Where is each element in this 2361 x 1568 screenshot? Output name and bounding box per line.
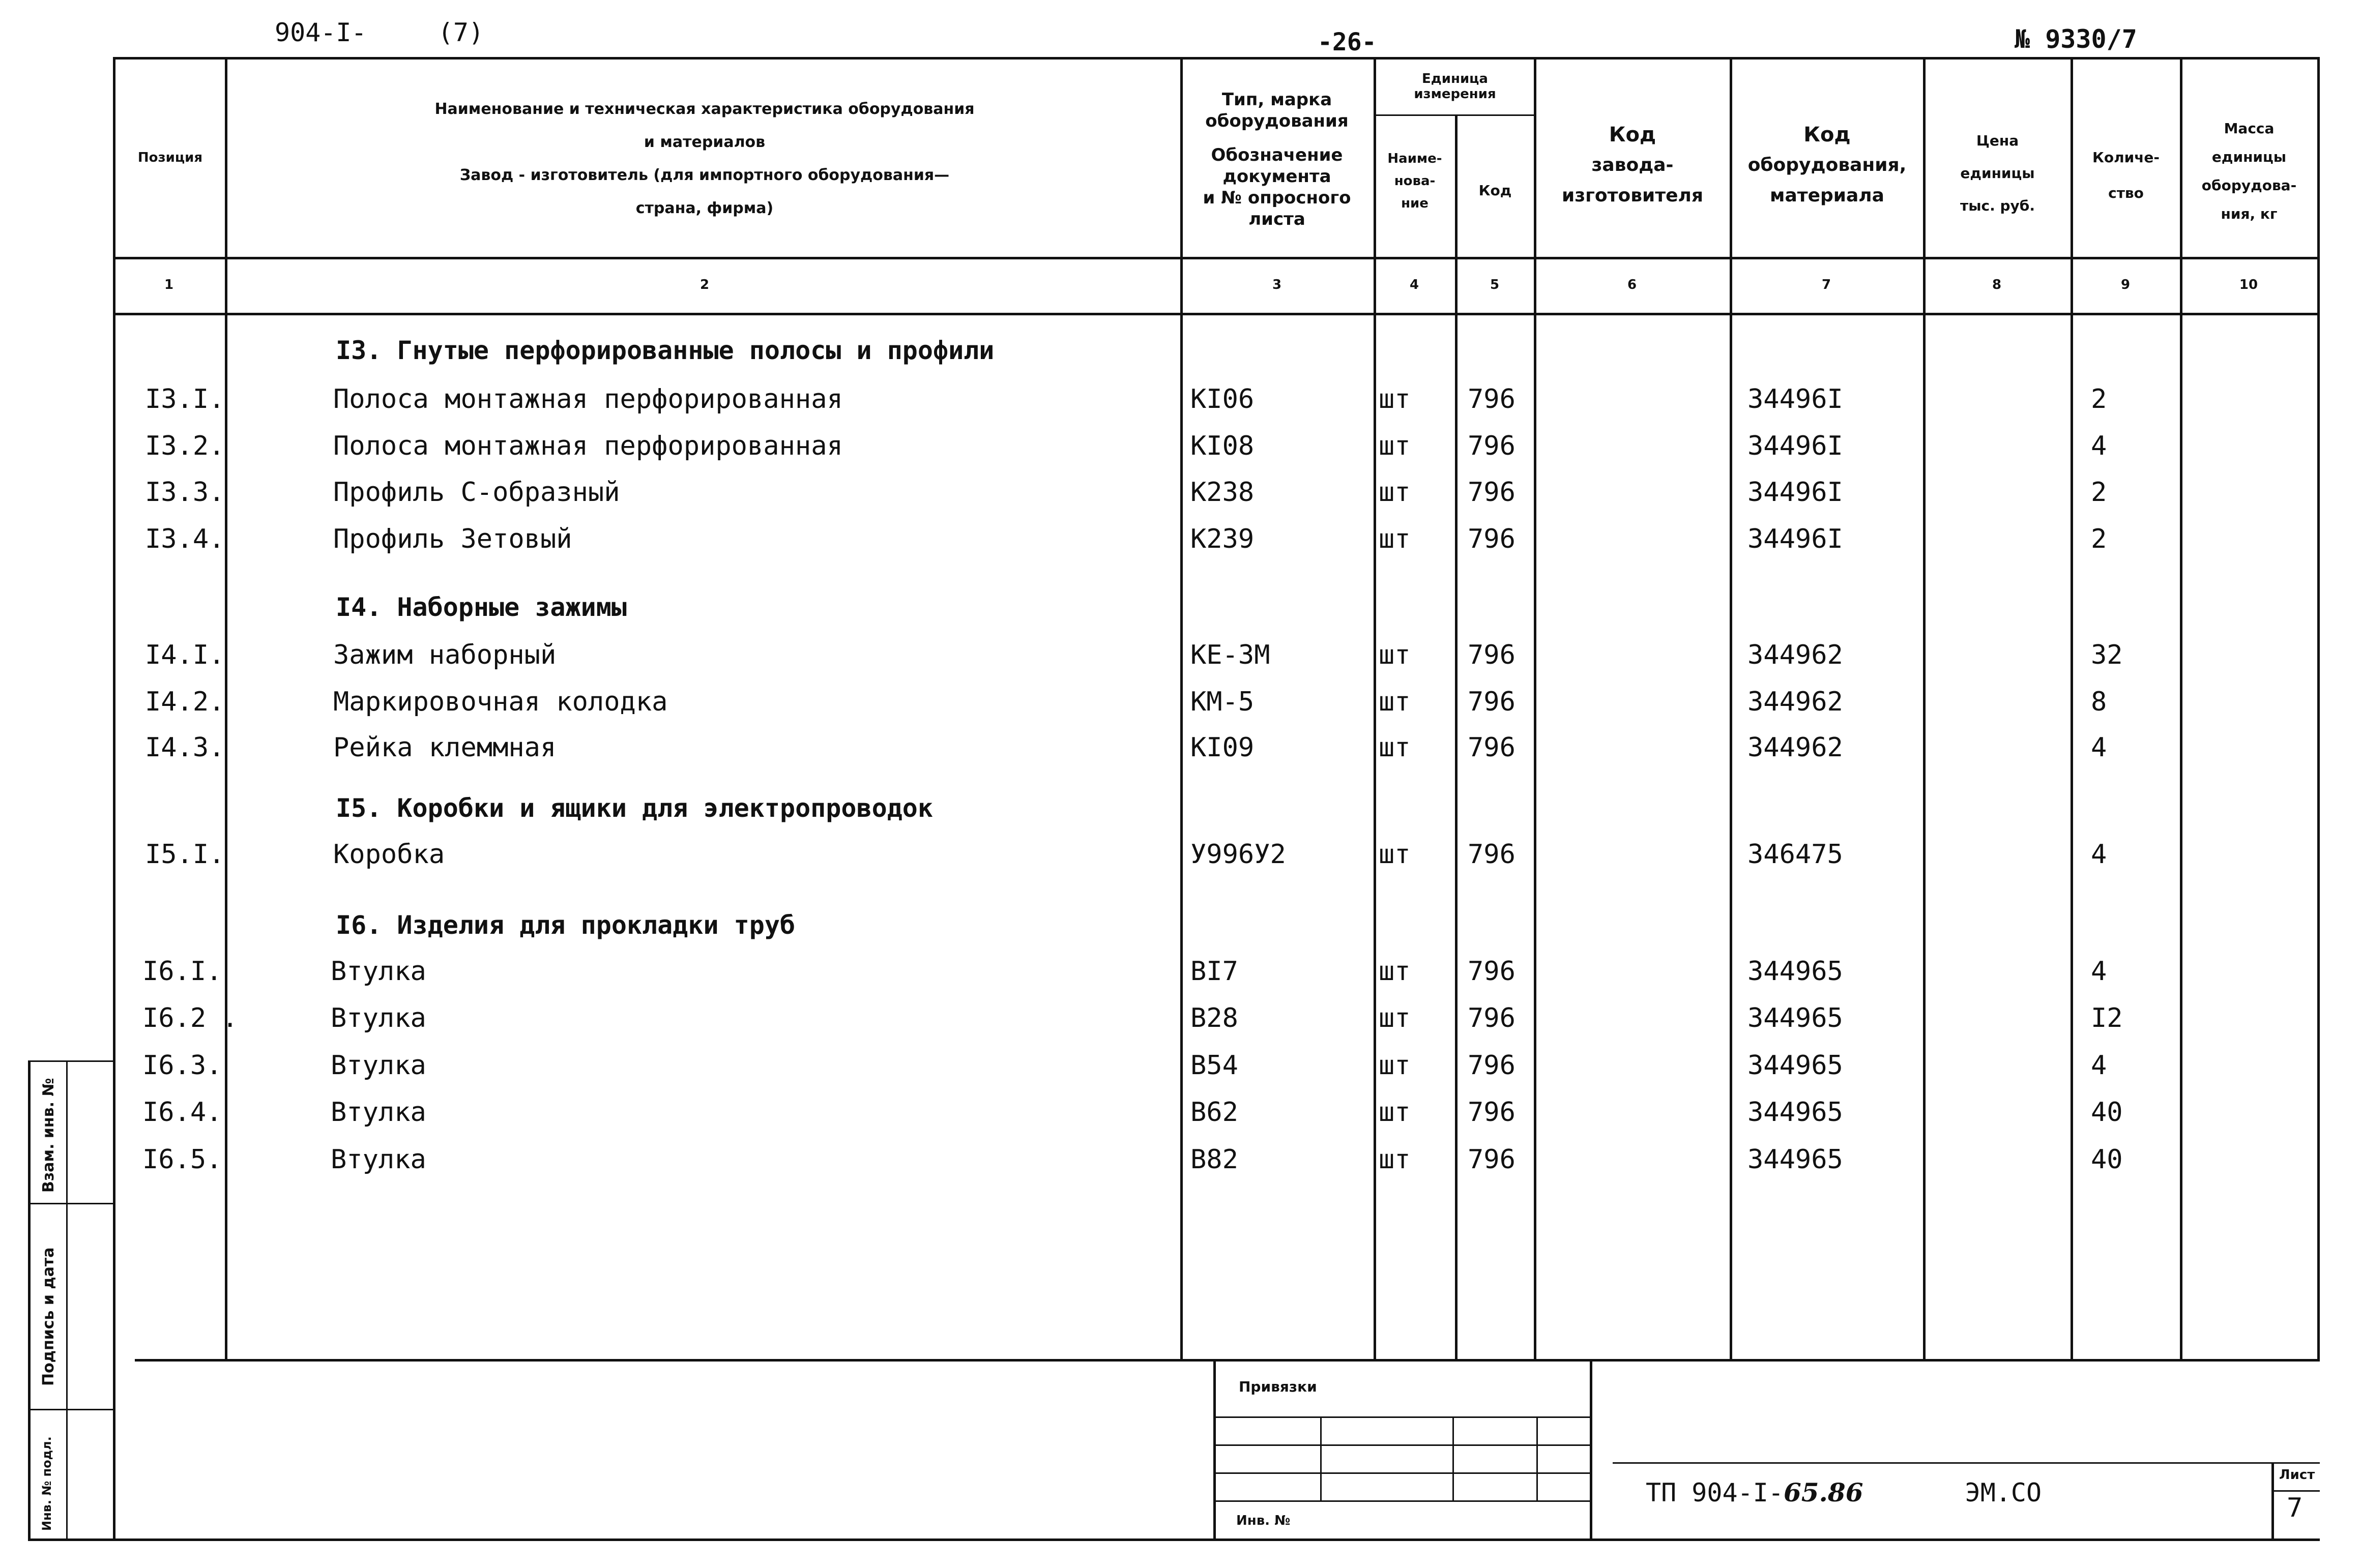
table-bottom-border xyxy=(135,1359,2320,1362)
doc-designation-text: ТП 904-I- xyxy=(1646,1478,1784,1507)
doc-code xyxy=(275,18,484,47)
doc-code-number: (7) xyxy=(438,18,484,47)
hdr-position: Позиция xyxy=(137,150,203,165)
colnum-4: 4 xyxy=(1409,277,1419,292)
table-row xyxy=(0,732,2289,768)
hdr-unit-group xyxy=(1376,71,1534,102)
row-position: I3.I. xyxy=(145,384,225,415)
row-equip-code: 34496I xyxy=(1747,384,1843,415)
hdr-maker-code-line2: завода- xyxy=(1591,155,1674,175)
row-unit-code: 796 xyxy=(1468,839,1515,870)
hdr-name-line1: Наименование и техническая характеристика оборудования xyxy=(434,100,975,118)
row-name: Полоса монтажная перфорированная xyxy=(333,431,843,461)
col-line-0 xyxy=(113,57,115,1540)
doc-designation-handwritten: 65.86 xyxy=(1783,1477,1863,1507)
side-label-inv: Взам. инв. № xyxy=(40,1078,57,1193)
row-name: Рейка клеммная xyxy=(333,732,557,763)
hdr-name-line3: Завод - изготовитель (для импортного оборудования— xyxy=(459,166,950,184)
row-equip-code: 344965 xyxy=(1747,1050,1843,1081)
row-equip-code: 344965 xyxy=(1747,956,1843,987)
table-top-border xyxy=(114,57,2320,60)
inv-label: Инв. № xyxy=(1236,1513,1291,1528)
row-type: В54 xyxy=(1190,1050,1238,1081)
row-unit: шт xyxy=(1379,956,1411,987)
row-type: ВI7 xyxy=(1190,956,1238,987)
colnum-8: 8 xyxy=(1992,277,2002,292)
colnum-7: 7 xyxy=(1821,277,1831,292)
hdr-unit-code: Код xyxy=(1478,182,1512,199)
archive-number: № 9330/7 xyxy=(2015,24,2137,54)
hdr-type-line6: листа xyxy=(1248,209,1305,229)
row-equip-code: 344965 xyxy=(1747,1097,1843,1128)
table-row xyxy=(0,524,2289,559)
row-unit: шт xyxy=(1379,1050,1411,1081)
row-equip-code: 34496I xyxy=(1747,431,1843,461)
table-row xyxy=(0,839,2289,875)
row-unit-code: 796 xyxy=(1468,956,1515,987)
hdr-unit-name xyxy=(1376,147,1453,215)
table-row xyxy=(0,477,2289,513)
row-unit: шт xyxy=(1379,640,1411,670)
hdr-equip-code-line1: Код xyxy=(1803,123,1851,146)
sheet-label: Лист xyxy=(2279,1467,2315,1483)
colnum-10: 10 xyxy=(2239,277,2258,292)
section-title-13: I3. Гнутые перфорированные полосы и профили xyxy=(336,336,995,365)
row-equip-code: 344962 xyxy=(1747,687,1843,717)
hdr-unit-name-line1: Наиме- xyxy=(1387,151,1442,166)
side-stamp-left xyxy=(28,1060,31,1541)
row-unit: шт xyxy=(1379,1003,1411,1033)
row-unit: шт xyxy=(1379,687,1411,717)
hdr-type-line5: и № опросного xyxy=(1203,188,1351,208)
row-type: К239 xyxy=(1190,524,1255,554)
hdr-equip-code xyxy=(1732,120,1922,211)
row-equip-code: 344962 xyxy=(1747,732,1843,763)
hdr-name xyxy=(234,99,1175,219)
colnum-6: 6 xyxy=(1627,277,1637,292)
hdr-maker-code-line1: Код xyxy=(1609,123,1656,146)
row-unit: шт xyxy=(1379,1144,1411,1175)
hdr-price-line2: единицы xyxy=(1960,165,2035,182)
row-position: I6.3. xyxy=(142,1050,222,1081)
table-header-divider xyxy=(114,257,2320,259)
hdr-equip-code-line2: оборудования, xyxy=(1747,155,1907,175)
hdr-mass-line4: ния, кг xyxy=(2221,205,2278,222)
side-label-sign: Подпись и дата xyxy=(40,1247,57,1386)
row-quantity: 4 xyxy=(2091,1050,2107,1081)
hdr-price-line1: Цена xyxy=(1976,132,2019,149)
hdr-name-line4: страна, фирма) xyxy=(635,199,774,217)
sheet-box-left xyxy=(2271,1462,2274,1539)
row-equip-code: 34496I xyxy=(1747,477,1843,508)
row-unit-code: 796 xyxy=(1468,384,1515,415)
row-quantity: 4 xyxy=(2091,839,2107,870)
binding-box-right xyxy=(1590,1359,1592,1540)
row-quantity: 4 xyxy=(2091,956,2107,987)
row-unit: шт xyxy=(1379,477,1411,508)
binding-col-1 xyxy=(1320,1416,1322,1500)
designation-top-line xyxy=(1613,1462,2320,1464)
row-quantity: 40 xyxy=(2091,1097,2123,1128)
row-quantity: 2 xyxy=(2091,524,2107,554)
table-row xyxy=(0,384,2289,420)
row-unit-code: 796 xyxy=(1468,1097,1515,1128)
doc-designation xyxy=(1646,1477,2042,1507)
row-position: I3.4. xyxy=(145,524,225,554)
hdr-type-line1: Тип, марка xyxy=(1221,90,1332,110)
hdr-price xyxy=(1926,125,2069,222)
hdr-maker-code xyxy=(1536,120,1729,211)
binding-box-left xyxy=(1213,1359,1216,1540)
row-unit: шт xyxy=(1379,732,1411,763)
row-unit-code: 796 xyxy=(1468,687,1515,717)
row-quantity: 2 xyxy=(2091,384,2107,415)
row-position: I6.5. xyxy=(142,1144,222,1175)
row-position: I6.I. xyxy=(142,956,222,987)
hdr-mass-line2: единицы xyxy=(2211,149,2287,165)
row-name: Коробка xyxy=(333,839,445,870)
section-title-15: I5. Коробки и ящики для электропроводок xyxy=(336,793,933,823)
row-type: К238 xyxy=(1190,477,1255,508)
table-row xyxy=(0,640,2289,675)
hdr-mass xyxy=(2182,114,2316,228)
hdr-unit-group-line1: Единица xyxy=(1422,71,1488,86)
row-unit-code: 796 xyxy=(1468,640,1515,670)
row-unit-code: 796 xyxy=(1468,732,1515,763)
hdr-type-line4: документа xyxy=(1222,166,1331,187)
hdr-quantity-line1: Количе- xyxy=(2092,149,2160,166)
row-quantity: 8 xyxy=(2091,687,2107,717)
row-unit-code: 796 xyxy=(1468,477,1515,508)
colnum-9: 9 xyxy=(2120,277,2131,292)
hdr-type-line2: оборудования xyxy=(1205,111,1349,131)
row-unit: шт xyxy=(1379,1097,1411,1128)
row-name: Полоса монтажная перфорированная xyxy=(333,384,843,415)
row-quantity: I2 xyxy=(2091,1003,2123,1033)
col-line-10 xyxy=(2317,57,2320,1359)
row-position: I4.2. xyxy=(145,687,225,717)
table-row xyxy=(0,1144,2289,1180)
row-name: Профиль Зетовый xyxy=(333,524,572,554)
row-quantity: 4 xyxy=(2091,732,2107,763)
colnum-3: 3 xyxy=(1272,277,1282,292)
row-unit: шт xyxy=(1379,524,1411,554)
table-row xyxy=(0,1050,2289,1086)
row-unit: шт xyxy=(1379,839,1411,870)
row-type: КМ-5 xyxy=(1190,687,1255,717)
hdr-type-line3: Обозначение xyxy=(1211,145,1343,165)
hdr-unit-name-line2: нова- xyxy=(1394,173,1436,189)
page-number: -26- xyxy=(1318,28,1377,56)
row-unit-code: 796 xyxy=(1468,1050,1515,1081)
page-bottom-border xyxy=(28,1539,2320,1541)
row-name: Втулка xyxy=(331,1097,426,1128)
row-quantity: 2 xyxy=(2091,477,2107,508)
section-title-16: I6. Изделия для прокладки труб xyxy=(336,910,796,940)
row-unit-code: 796 xyxy=(1468,524,1515,554)
row-position: I5.I. xyxy=(145,839,225,870)
binding-line-2 xyxy=(1216,1444,1590,1446)
hdr-mass-line1: Масса xyxy=(2224,120,2275,137)
table-row xyxy=(0,687,2289,722)
section-title-14: I4. Наборные зажимы xyxy=(336,593,627,622)
row-type: В82 xyxy=(1190,1144,1238,1175)
row-type: КI08 xyxy=(1190,431,1255,461)
hdr-maker-code-line3: изготовителя xyxy=(1561,185,1704,206)
row-position: I4.I. xyxy=(145,640,225,670)
row-type: КЕ-3М xyxy=(1190,640,1270,670)
hdr-mass-line3: оборудова- xyxy=(2201,177,2297,194)
row-unit: шт xyxy=(1379,431,1411,461)
row-type: В62 xyxy=(1190,1097,1238,1128)
hdr-type xyxy=(1183,89,1371,230)
row-type: КI06 xyxy=(1190,384,1255,415)
row-unit-code: 796 xyxy=(1468,1144,1515,1175)
doc-code-text: 904-I- xyxy=(275,18,367,47)
row-quantity: 4 xyxy=(2091,431,2107,461)
row-equip-code: 346475 xyxy=(1747,839,1843,870)
table-row xyxy=(0,956,2289,992)
row-name: Втулка xyxy=(331,956,426,987)
binding-line-1 xyxy=(1216,1416,1590,1418)
row-equip-code: 344962 xyxy=(1747,640,1843,670)
row-position: I3.2. xyxy=(145,431,225,461)
row-type: КI09 xyxy=(1190,732,1255,763)
colnum-5: 5 xyxy=(1490,277,1500,292)
row-quantity: 32 xyxy=(2091,640,2123,670)
row-unit-code: 796 xyxy=(1468,431,1515,461)
hdr-name-line2: и материалов xyxy=(644,133,766,151)
side-stamp-div-1 xyxy=(28,1203,114,1204)
hdr-quantity-line2: ство xyxy=(2108,185,2144,201)
hdr-unit-group-line2: измерения xyxy=(1414,86,1496,102)
row-equip-code: 34496I xyxy=(1747,524,1843,554)
binding-line-4 xyxy=(1216,1500,1590,1502)
row-position: I6.4. xyxy=(142,1097,222,1128)
hdr-price-line3: тыс. руб. xyxy=(1960,197,2035,214)
binding-line-3 xyxy=(1216,1472,1590,1474)
hdr-unit-name-line3: ние xyxy=(1401,196,1429,211)
row-quantity: 40 xyxy=(2091,1144,2123,1175)
row-name: Втулка xyxy=(331,1144,426,1175)
row-equip-code: 344965 xyxy=(1747,1003,1843,1033)
row-name: Маркировочная колодка xyxy=(333,687,668,717)
binding-col-2 xyxy=(1452,1416,1454,1500)
sheet-box-divider xyxy=(2271,1490,2320,1492)
hdr-quantity xyxy=(2073,140,2179,211)
row-name: Втулка xyxy=(331,1050,426,1081)
row-unit-code: 796 xyxy=(1468,1003,1515,1033)
side-stamp-inner xyxy=(66,1060,68,1541)
colnum-1: 1 xyxy=(164,277,174,292)
row-position: I6.2 . xyxy=(142,1003,238,1033)
hdr-equip-code-line3: материала xyxy=(1770,185,1884,206)
row-name: Зажим наборный xyxy=(333,640,557,670)
table-colnum-divider xyxy=(114,313,2320,315)
doc-suffix: ЭМ.СО xyxy=(1965,1478,2042,1507)
row-position: I3.3. xyxy=(145,477,225,508)
row-unit: шт xyxy=(1379,384,1411,415)
side-label-orig: Инв. № подл. xyxy=(40,1436,54,1531)
row-name: Втулка xyxy=(331,1003,426,1033)
row-name: Профиль С-образный xyxy=(333,477,620,508)
side-stamp-top xyxy=(28,1060,114,1062)
table-row xyxy=(0,1097,2289,1133)
binding-col-3 xyxy=(1536,1416,1538,1500)
unit-group-divider xyxy=(1374,114,1534,116)
table-row xyxy=(0,1003,2289,1039)
row-type: У996У2 xyxy=(1190,839,1286,870)
row-type: В28 xyxy=(1190,1003,1238,1033)
binding-label: Привязки xyxy=(1239,1378,1317,1395)
row-equip-code: 344965 xyxy=(1747,1144,1843,1175)
sheet-number: 7 xyxy=(2287,1493,2303,1523)
side-stamp-div-2 xyxy=(28,1409,114,1410)
colnum-2: 2 xyxy=(699,277,710,292)
table-row xyxy=(0,431,2289,466)
row-position: I4.3. xyxy=(145,732,225,763)
